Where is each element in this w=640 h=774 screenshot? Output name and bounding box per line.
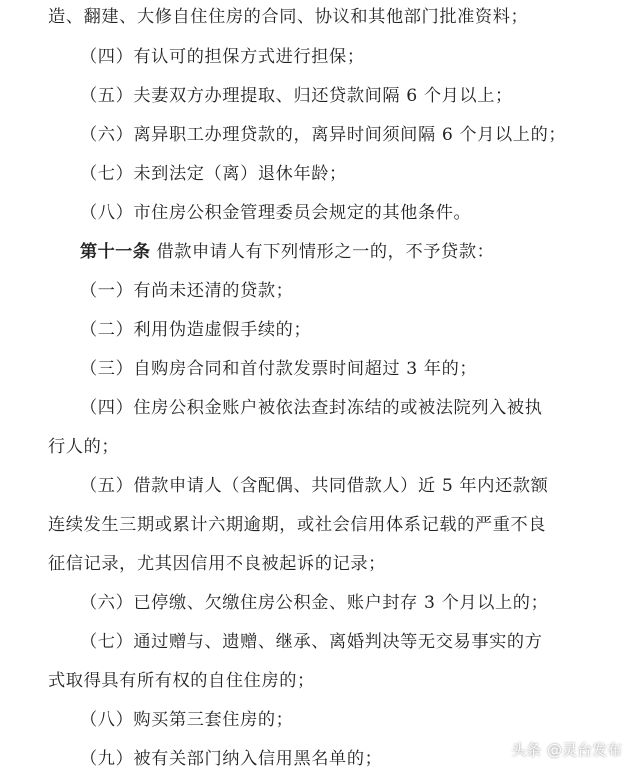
article-heading: 第十一条 [80, 242, 151, 262]
text-line: （六）离异职工办理贷款的，离异时间须间隔 6 个月以上的； [80, 125, 567, 145]
article-line [80, 237, 612, 267]
text-line: （二）利用伪造虚假手续的； [80, 320, 312, 340]
text-line: （五）夫妻双方办理提取、归还贷款间隔 6 个月以上； [80, 86, 513, 106]
text-line: （七）未到法定（离）退休年龄； [80, 164, 347, 184]
text-line: （八）购买第三套住房的； [80, 710, 294, 730]
text-line: 征信记录，尤其因信用不良被起诉的记录； [48, 554, 386, 574]
text-line: （五）借款申请人（含配偶、共同借款人）近 5 年内还款额 [80, 476, 549, 496]
text-line: 连续发生三期或累计六期逾期，或社会信用体系记载的严重不良 [48, 515, 547, 535]
text-line: （三）自购房合同和首付款发票时间超过 3 年的； [80, 359, 478, 379]
watermark-handle: @灵台发布 [546, 740, 622, 759]
text-line: （一）有尚未还清的贷款； [80, 281, 294, 301]
text-line: 式取得具有所有权的自住住房的； [48, 671, 315, 691]
text-line: （九）被有关部门纳入信用黑名单的； [80, 749, 383, 769]
watermark-source: 头条 [510, 740, 541, 759]
text-line: （八）市住房公积金管理委员会规定的其他条件。 [80, 203, 472, 223]
text-line: （四）住房公积金账户被依法查封冻结的或被法院列入被执 [80, 398, 543, 418]
text-line: （七）通过赠与、遗赠、继承、离婚判决等无交易事实的方 [80, 632, 543, 652]
text-line: （六）已停缴、欠缴住房公积金、账户封存 3 个月以上的； [80, 593, 549, 613]
article-text: 借款申请人有下列情形之一的，不予贷款： [156, 242, 495, 262]
text-line: （四）有认可的担保方式进行担保； [80, 47, 365, 67]
watermark [511, 734, 622, 764]
text-line: 行人的； [48, 437, 120, 457]
text-line: 造、翻建、大修自住住房的合同、协议和其他部门批准资料； [48, 7, 529, 27]
